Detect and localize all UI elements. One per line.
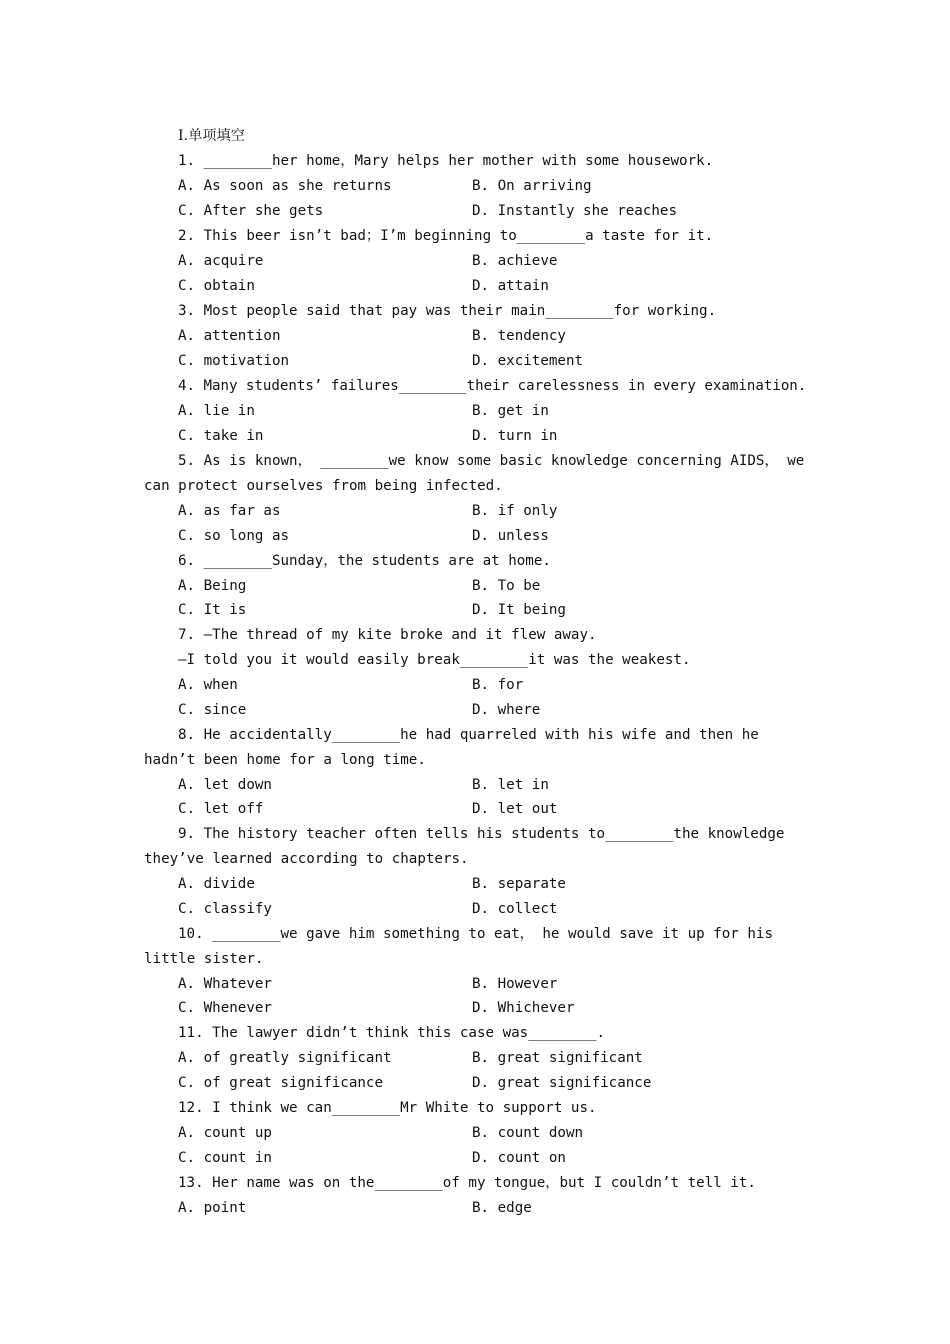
option-8a: A. let down <box>178 777 272 793</box>
option-9b: B. separate <box>472 876 566 892</box>
question-6: 6. ________Sunday，the students are at home. <box>178 553 551 569</box>
option-10c: C. Whenever <box>178 1000 272 1016</box>
question-9-cont: they’ve learned according to chapters. <box>144 851 469 867</box>
question-5-cont: can protect ourselves from being infected. <box>144 478 503 494</box>
option-7c: C. since <box>178 702 247 718</box>
question-9: 9. The history teacher often tells his students to________the knowledge <box>178 826 785 842</box>
option-12c: C. count in <box>178 1150 272 1166</box>
option-1d: D. Instantly she reaches <box>472 203 677 219</box>
option-6c: C. It is <box>178 602 247 618</box>
question-11: 11. The lawyer didn’t think this case was________. <box>178 1025 606 1041</box>
option-6b: B. To be <box>472 578 541 594</box>
question-2: 2. This beer isn’t bad；I’m beginning to________a taste for it. <box>178 228 714 244</box>
option-10d: D. Whichever <box>472 1000 575 1016</box>
option-11d: D. great significance <box>472 1075 652 1091</box>
option-4b: B. get in <box>472 403 549 419</box>
option-11a: A. of greatly significant <box>178 1050 392 1066</box>
question-1: 1. ________her home，Mary helps her mother with some housework. <box>178 153 714 169</box>
option-9d: D. collect <box>472 901 558 917</box>
option-3d: D. excitement <box>472 353 584 369</box>
question-12: 12. I think we can________Mr White to support us. <box>178 1100 597 1116</box>
question-4: 4. Many students’ failures________their carelessness in every examination. <box>178 378 807 394</box>
question-10: 10. ________we gave him something to eat， he would save it up for his <box>178 926 774 942</box>
option-6d: D. It being <box>472 602 566 618</box>
question-8-cont: hadn’t been home for a long time. <box>144 752 426 768</box>
option-12a: A. count up <box>178 1125 272 1141</box>
option-1c: C. After she gets <box>178 203 324 219</box>
option-5a: A. as far as <box>178 503 281 519</box>
option-11c: C. of great significance <box>178 1075 383 1091</box>
question-10-cont: little sister. <box>144 951 264 967</box>
option-2b: B. achieve <box>472 253 558 269</box>
option-9a: A. divide <box>178 876 255 892</box>
option-7d: D. where <box>472 702 541 718</box>
option-8d: D. let out <box>472 801 558 817</box>
option-4a: A. lie in <box>178 403 255 419</box>
option-2c: C. obtain <box>178 278 255 294</box>
option-4d: D. turn in <box>472 428 558 444</box>
option-12b: B. count down <box>472 1125 584 1141</box>
option-9c: C. classify <box>178 901 272 917</box>
question-8: 8. He accidentally________he had quarreled with his wife and then he <box>178 727 759 743</box>
option-3a: A. attention <box>178 328 281 344</box>
option-13b: B. edge <box>472 1200 532 1216</box>
question-13: 13. Her name was on the________of my tongue，but I couldn’t tell it. <box>178 1175 756 1191</box>
option-2a: A. acquire <box>178 253 264 269</box>
option-2d: D. attain <box>472 278 549 294</box>
option-10a: A. Whatever <box>178 976 272 992</box>
option-3b: B. tendency <box>472 328 566 344</box>
option-6a: A. Being <box>178 578 247 594</box>
question-7-reply: —I told you it would easily break________it was the weakest. <box>178 652 691 668</box>
option-12d: D. count on <box>472 1150 566 1166</box>
option-7b: B. for <box>472 677 524 693</box>
section-title: Ⅰ.单项填空 <box>178 128 245 144</box>
question-7: 7. —The thread of my kite broke and it flew away. <box>178 627 597 643</box>
option-8b: B. let in <box>472 777 549 793</box>
option-4c: C. take in <box>178 428 264 444</box>
option-7a: A. when <box>178 677 238 693</box>
option-11b: B. great significant <box>472 1050 643 1066</box>
option-1a: A. As soon as she returns <box>178 178 392 194</box>
option-5d: D. unless <box>472 528 549 544</box>
option-5b: B. if only <box>472 503 558 519</box>
option-1b: B. On arriving <box>472 178 592 194</box>
option-5c: C. so long as <box>178 528 290 544</box>
option-8c: C. let off <box>178 801 264 817</box>
option-13a: A. point <box>178 1200 247 1216</box>
question-5: 5. As is known， ________we know some basic knowledge concerning AIDS， we <box>178 453 805 469</box>
question-3: 3. Most people said that pay was their main________for working. <box>178 303 717 319</box>
option-3c: C. motivation <box>178 353 290 369</box>
option-10b: B. However <box>472 976 558 992</box>
